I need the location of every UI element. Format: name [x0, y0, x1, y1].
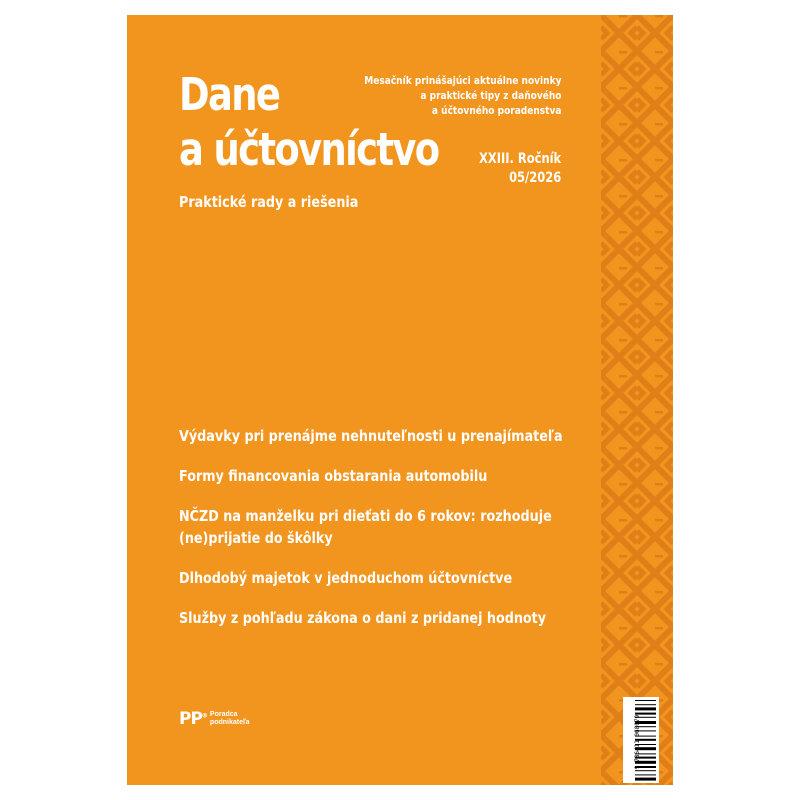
description-line-3: a účtovného poradenstva [431, 104, 561, 117]
barcode [623, 697, 659, 783]
description-line-1: Mesačník prinášajúci aktuálne novinky [363, 74, 561, 87]
title-line-1: Dane [179, 68, 280, 121]
article-headline: Dlhodobý majetok v jednoduchom účtovníctve [179, 569, 513, 587]
magazine-description [364, 73, 561, 118]
issue-info [479, 150, 561, 188]
issue-number: 05/2026 [508, 170, 561, 186]
volume-label: XXIII. Ročník [478, 151, 561, 167]
publisher-logo [179, 709, 250, 729]
publisher-name: Poradca podnikateľa [209, 711, 250, 726]
article-headline: Formy financovania obstarania automobilu [179, 467, 488, 485]
article-list [179, 425, 599, 647]
title-line-2: a účtovníctvo [179, 123, 439, 176]
tagline: Praktické rady a riešenia [179, 193, 359, 211]
publisher-mark: PP® [179, 709, 207, 729]
barcode-number: 9 786411 068079 [634, 714, 641, 770]
article-headline: NČZD na manželku pri dieťati do 6 rokov: rozhoduje (ne)prijatie do škôlky [179, 507, 552, 547]
article-headline: Výdavky pri prenájme nehnuteľnosti u prenajímateľa [179, 427, 563, 445]
description-line-2: a praktické tipy z daňového [419, 89, 561, 102]
article-headline: Služby z pohľadu zákona o dani z pridanej hodnoty [179, 609, 547, 627]
magazine-cover [127, 15, 673, 785]
decorative-pattern [601, 15, 673, 785]
